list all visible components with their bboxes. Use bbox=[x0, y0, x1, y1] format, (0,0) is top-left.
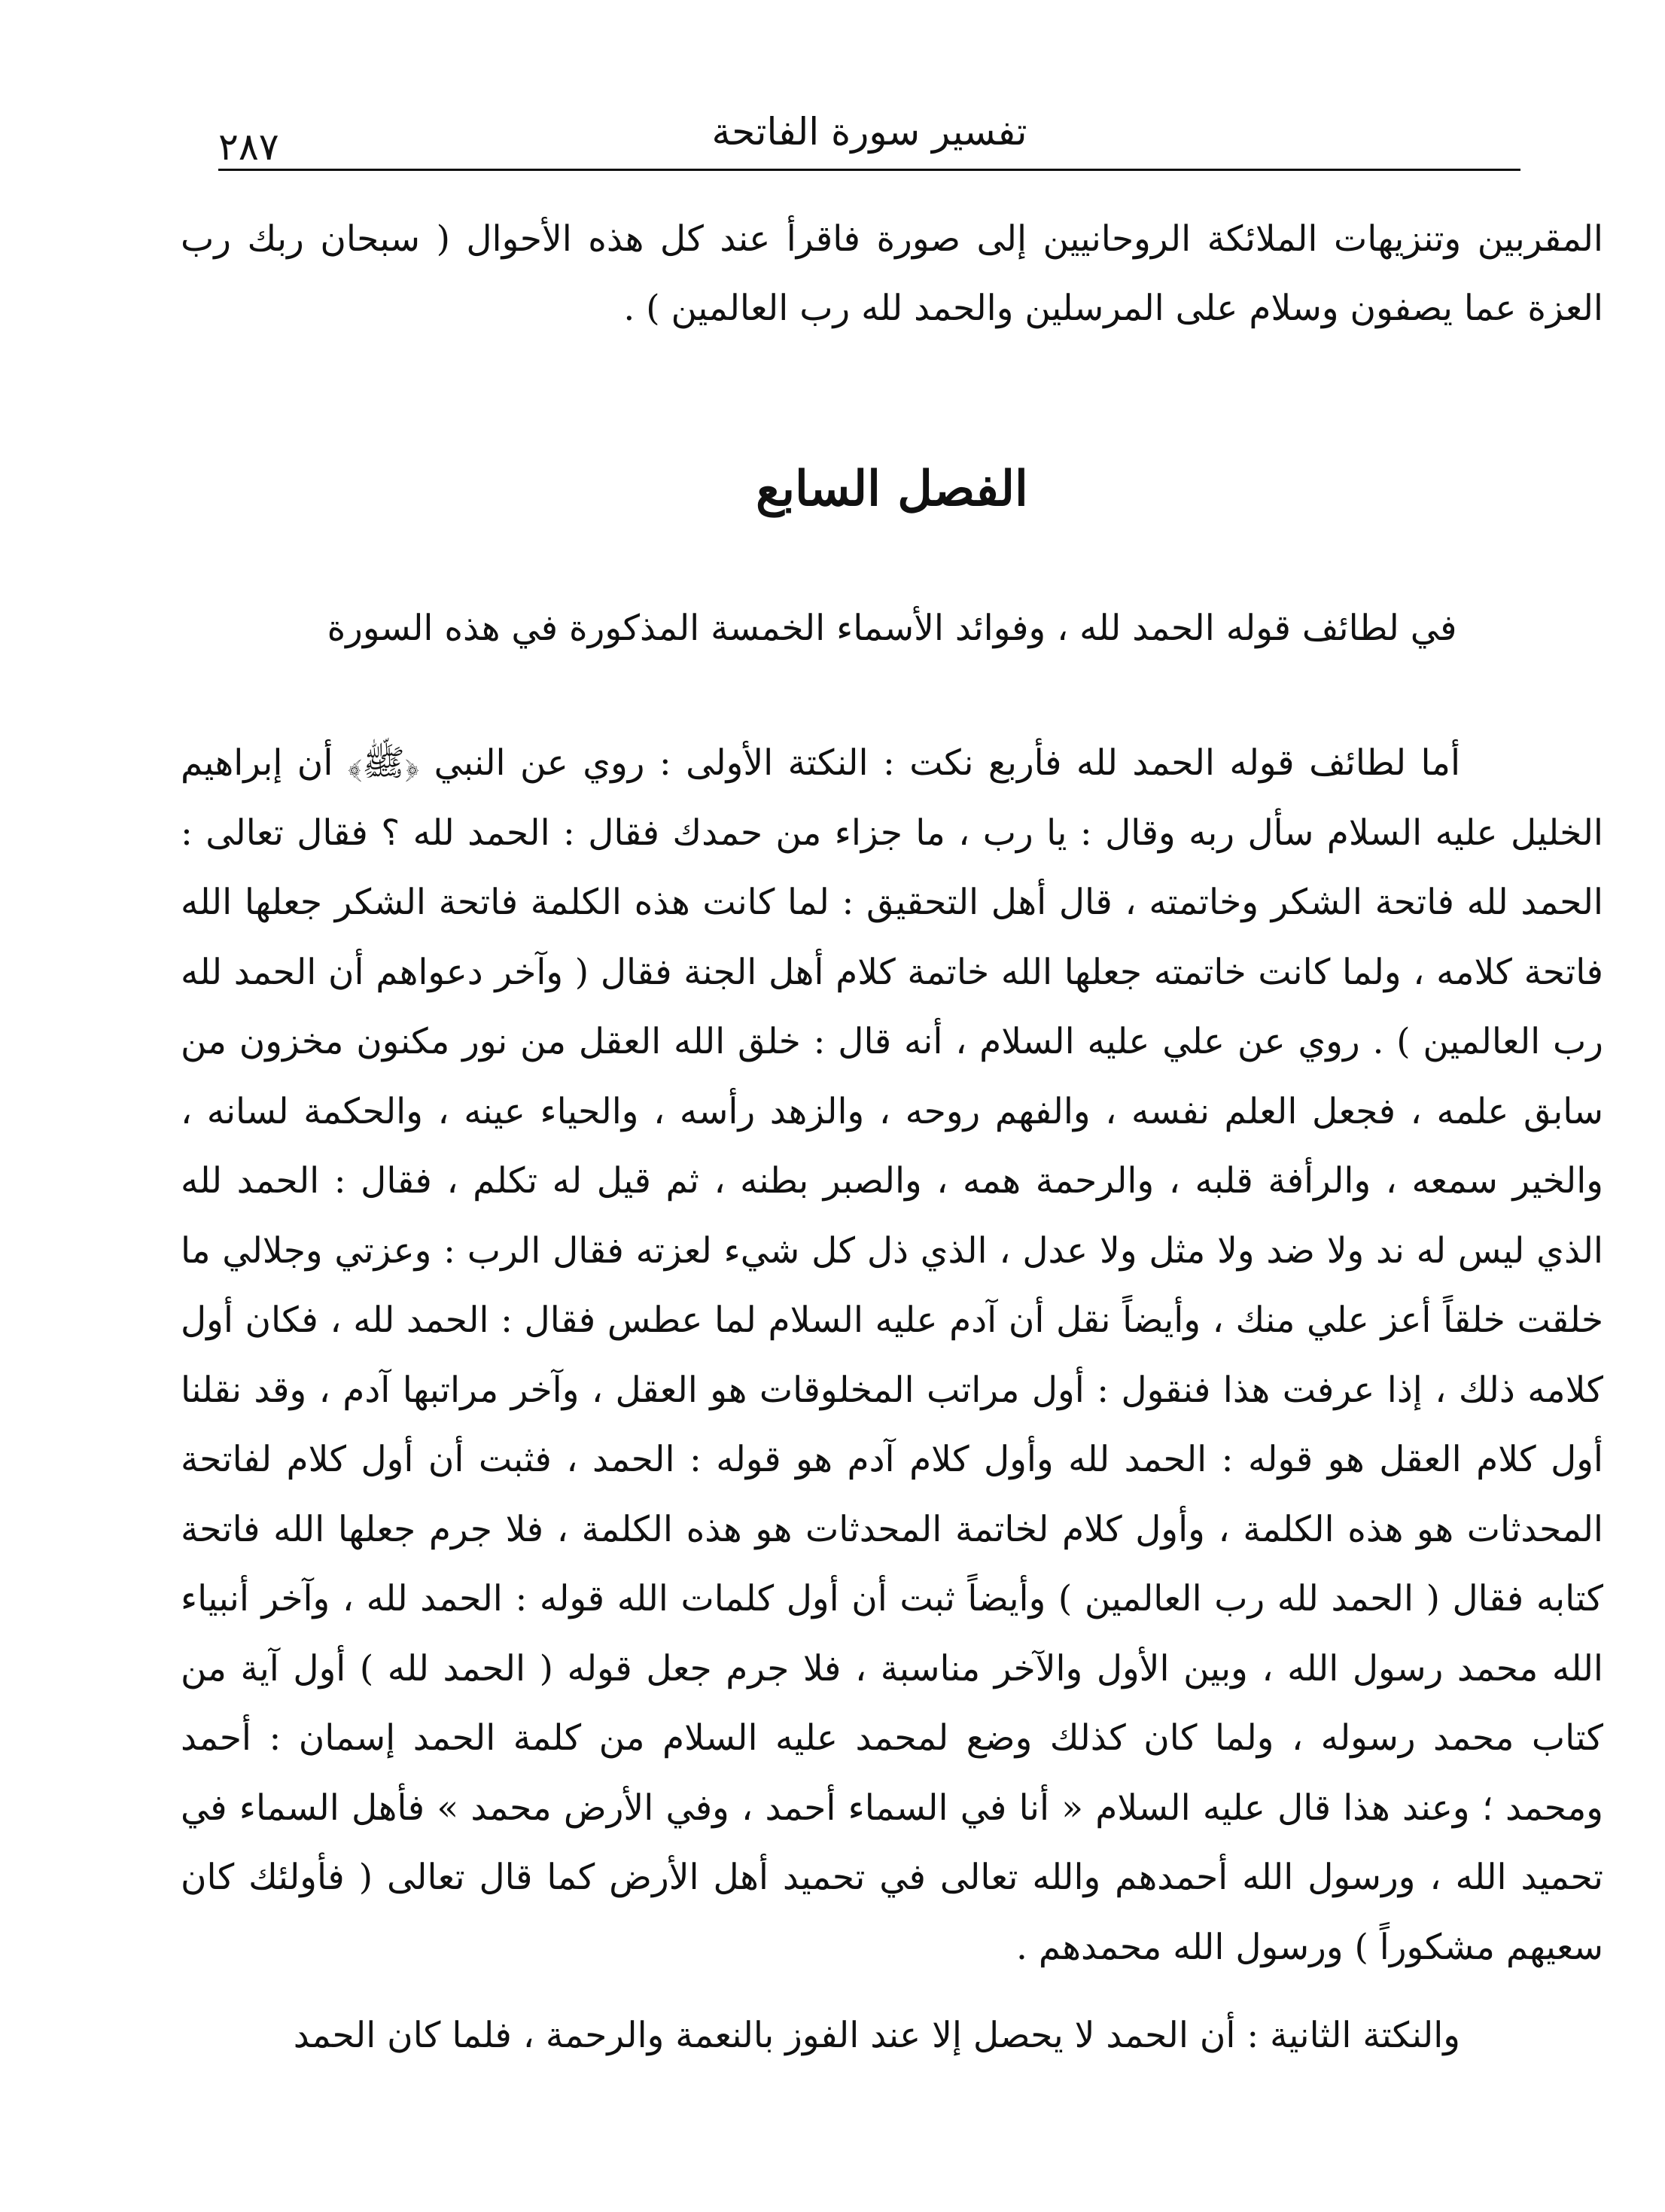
intro-paragraph: المقربين وتنزيهات الملائكة الروحانيين إلى صورة فاقرأ عند كل هذه الأحوال ( سبحان ربك رب العزة عما يصفون وسلام على المرسلين والحمد لله رب العالمين ) . bbox=[181, 218, 1603, 329]
last-paragraph: والنكتة الثانية : أن الحمد لا يحصل إلا عند الفوز بالنعمة والرحمة ، فلما كان الحمد bbox=[293, 2015, 1460, 2056]
main-paragraph: أما لطائف قوله الحمد لله فأربع نكت : النكتة الأولى : روي عن النبي ﴿ﷺ﴾ أن إبراهيم الخليل عليه السلام سأل ربه وقال : يا رب ، ما جزاء من حمدك فقال : الحمد لله ؟ فقال تعالى : الحمد لله فاتحة الشكر وخاتمته ، قال أهل التحقيق : لما كانت هذه الكلمة فاتحة الشكر جعلها الله فاتحة كلامه ، ولما كانت خاتمته جعلها الله خاتمة كلام أهل الجنة فقال ( وآخر دعواهم أن الحمد لله رب العالمين ) . روي عن علي عليه السلام ، أنه قال : خلق الله العقل من نور مكنون مخزون من سابق علمه ، فجعل العلم نفسه ، والفهم روحه ، والزهد رأسه ، والحياء عينه ، والحكمة لسانه ، والخير سمعه ، والرأفة قلبه ، والرحمة همه ، والصبر بطنه ، ثم قيل له تكلم ، فقال : الحمد لله الذي ليس له ند ولا ضد ولا مثل ولا عدل ، الذي ذل كل شيء لعزته فقال الرب : وعزتي وجلالي ما خلقت خلقاً أعز علي منك ، وأيضاً نقل أن آدم عليه السلام لما عطس فقال : الحمد لله ، فكان أول كلامه ذلك ، إذا عرفت هذا فنقول : أول مراتب المخلوقات هو العقل ، وآخر مراتبها آدم ، وقد نقلنا أول كلام العقل هو قوله : الحمد لله وأول كلام آدم هو قوله : الحمد ، فثبت أن أول كلام لفاتحة المحدثات هو هذه الكلمة ، وأول كلام لخاتمة المحدثات هو هذه الكلمة ، فلا جرم جعلها الله فاتحة كتابه فقال ( الحمد لله رب العالمين ) وأيضاً ثبت أن أول كلمات الله قوله : الحمد لله ، وآخر أنبياء الله محمد رسول الله ، وبين الأول والآخر مناسبة ، فلا جرم جعل قوله ( الحمد لله ) أول آية من كتاب محمد رسوله ، ولما كان كذلك وضع لمحمد عليه السلام من كلمة الحمد إسمان : أحمد ومحمد ؛ وعند هذا قال عليه السلام « أنا في السماء أحمد ، وفي الأرض محمد » فأهل السماء في تحميد الله ، ورسول الله أحمدهم والله تعالى في تحميد أهل الأرض كما قال تعالى ( فأولئك كان سعيهم مشكوراً ) ورسول الله محمدهم . bbox=[181, 742, 1603, 1968]
chapter-title: الفصل السابع bbox=[756, 461, 1028, 517]
header-rule bbox=[218, 169, 1520, 171]
chapter-subtitle: في لطائف قوله الحمد لله ، وفوائد الأسماء الخمسة المذكورة في هذه السورة bbox=[327, 608, 1457, 649]
header-title: تفسير سورة الفاتحة bbox=[711, 110, 1027, 154]
page-number: ٢٨٧ bbox=[218, 125, 279, 169]
running-header bbox=[218, 90, 1520, 173]
